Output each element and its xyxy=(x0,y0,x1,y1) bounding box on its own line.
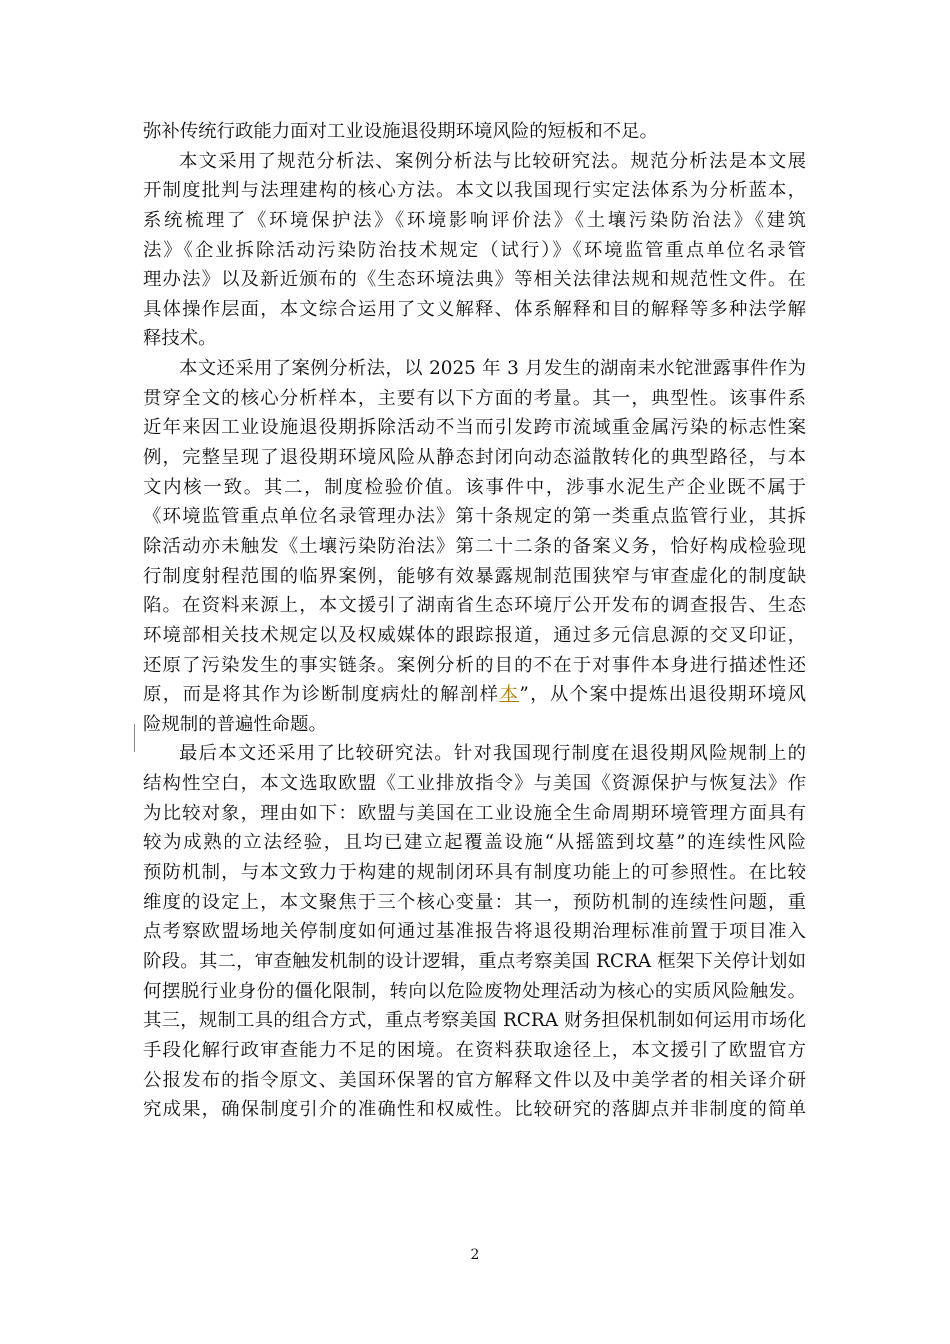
text-line: 贯穿全文的核心分析样本，主要有以下方面的考量。其一，典型性。该事件系 xyxy=(143,387,806,409)
text-line: 预防机制，与本文致力于构建的规制闭环具有制度功能上的可参照性。在比较 xyxy=(143,862,806,884)
text-line: 本文还采用了案例分析法，以 2025 年 3 月发生的湖南耒水铊泄露事件作为 xyxy=(179,358,806,380)
text-line: 例，完整呈现了退役期环境风险从静态封闭向动态溢散转化的典型路径，与本 xyxy=(143,447,806,469)
text-line: 究成果，确保制度引介的准确性和权威性。比较研究的落脚点并非制度的简单 xyxy=(143,1099,806,1121)
text-line: 法》《企业拆除活动污染防治技术规定（试行）》《环境监管重点单位名录管 xyxy=(143,239,806,261)
text-line: 本文采用了规范分析法、案例分析法与比较研究法。规范分析法是本文展 xyxy=(179,150,806,172)
text-line: 其三，规制工具的组合方式，重点考察美国 RCRA 财务担保机制如何运用市场化 xyxy=(143,1010,806,1032)
text-line: 《环境监管重点单位名录管理办法》第十条规定的第一类重点监管行业，其拆 xyxy=(143,506,806,528)
text-line: 最后本文还采用了比较研究法。针对我国现行制度在退役期风险规制上的 xyxy=(179,743,806,765)
text-line: 险规制的普遍性命题。 xyxy=(143,713,327,735)
text-line: 公报发布的指令原文、美国环保署的官方解释文件以及中美学者的相关译介研 xyxy=(143,1069,806,1091)
text-line: 较为成熟的立法经验，且均已建立起覆盖设施“从摇篮到坟墓”的连续性风险 xyxy=(143,832,806,854)
text-line: 理办法》以及新近颁布的《生态环境法典》等相关法律法规和规范性文件。在 xyxy=(143,269,806,291)
text-line: 维度的设定上，本文聚焦于三个核心变量：其一，预防机制的连续性问题，重 xyxy=(143,891,806,913)
text-line: 结构性空白，本文选取欧盟《工业排放指令》与美国《资源保护与恢复法》作 xyxy=(143,773,806,795)
text-line: 为比较对象，理由如下：欧盟与美国在工业设施全生命周期环境管理方面具有 xyxy=(143,802,806,824)
text-line: 阶段。其二，审查触发机制的设计逻辑，重点考察美国 RCRA 框架下关停计划如 xyxy=(143,950,806,972)
text-segment: 原，而是将其作为诊断制度病灶的解剖样 xyxy=(143,684,500,706)
text-line: 弥补传统行政能力面对工业设施退役期环境风险的短板和不足。 xyxy=(143,121,658,142)
text-line: 系统梳理了《环境保护法》《环境影响评价法》《土壤污染防治法》《建筑 xyxy=(143,209,806,231)
text-line: 开制度批判与法理建构的核心方法。本文以我国现行实定法体系为分析蓝本， xyxy=(143,180,806,202)
text-line: 近年来因工业设施退役期拆除活动不当而引发跨市流域重金属污染的标志性案 xyxy=(143,417,806,439)
text-line: 何摆脱行业身份的僵化限制，转向以危险废物处理活动为核心的实质风险触发。 xyxy=(143,980,806,1002)
text-line: 环境部相关技术规定以及权威媒体的跟踪报道，通过多元信息源的交叉印证， xyxy=(143,624,806,646)
revision-change-bar xyxy=(134,724,135,752)
page-number: 2 xyxy=(470,1247,480,1263)
text-line: 具体操作层面，本文综合运用了文义解释、体系解释和目的解释等多种法学解 xyxy=(143,298,806,320)
text-line: 点考察欧盟场地关停制度如何通过基准报告将退役期治理标准前置于项目准入 xyxy=(143,921,806,943)
text-line: 文内核一致。其二，制度检验价值。该事件中，涉事水泥生产企业既不属于 xyxy=(143,476,806,498)
text-line: 释技术。 xyxy=(143,328,217,350)
text-line: 除活动亦未触发《土壤污染防治法》第二十二条的备案义务，恰好构成检验现 xyxy=(143,535,806,557)
text-line: 手段化解行政审查能力不足的困境。在资料获取途径上，本文援引了欧盟官方 xyxy=(143,1039,806,1061)
text-segment: ”，从个案中提炼出退役期环境风 xyxy=(519,684,806,706)
text-line: 陷。在资料来源上，本文援引了湖南省生态环境厅公开发布的调查报告、生态 xyxy=(143,595,806,617)
text-line-with-link xyxy=(143,680,806,710)
footnote-link[interactable]: 本 xyxy=(499,684,520,706)
text-line: 行制度射程范围的临界案例，能够有效暴露规制范围狭窄与审查虚化的制度缺 xyxy=(143,565,806,587)
body-text xyxy=(143,117,806,1125)
text-line: 还原了污染发生的事实链条。案例分析的目的不在于对事件本身进行描述性还 xyxy=(143,654,806,676)
